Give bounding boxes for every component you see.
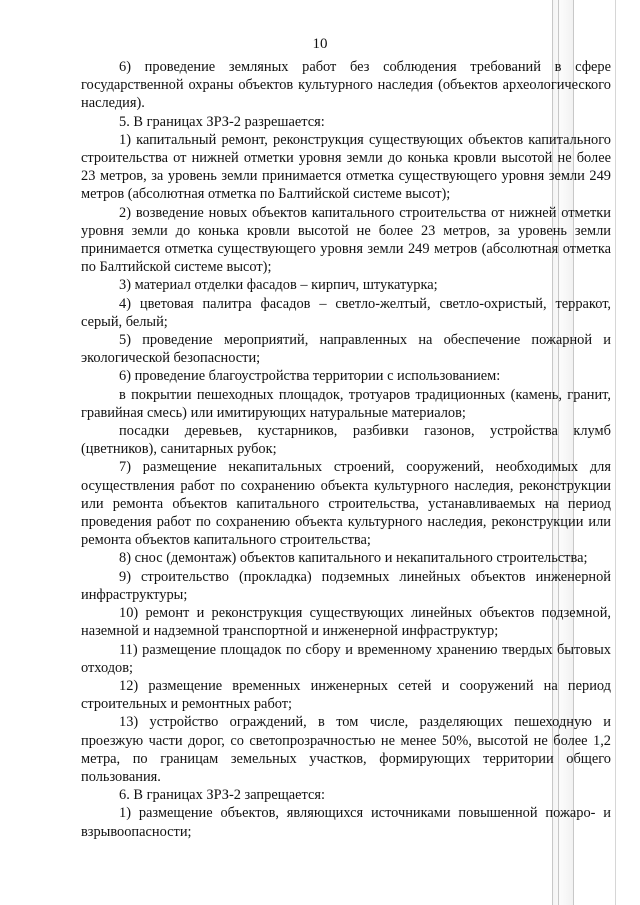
paragraph: 11) размещение площадок по сбору и временному хранению твердых бытовых отходов;	[81, 641, 611, 676]
paragraph: 3) материал отделки фасадов – кирпич, штукатурка;	[119, 277, 438, 294]
paragraph: 1) капитальный ремонт, реконструкция существующих объектов капитального строительства от нижней отметки уровня земли до конька кровли высотой не более 23 метров, за уровень земли принимается отметка существующего уровня земли 249 метров (абсолютная отметка по Балтийской системе высот);	[81, 131, 611, 203]
paragraph: 5) проведение мероприятий, направленных на обеспечение пожарной и экологической безопасности;	[81, 332, 611, 367]
paragraph: 2) возведение новых объектов капитального строительства от нижней отметки уровня земли до конька кровли высотой не более 23 метров, за уровень земли принимается отметка существующего уровня земли 249 метров (абсолютная отметка по Балтийской системе высот);	[81, 204, 611, 276]
paragraph: 13) устройство ограждений, в том числе, разделяющих пешеходную и проезжую части дорог, со светопрозрачностью не менее 50%, высотой не более 1,2 метра, по границам земельных участков, формирующих территории общего пользования.	[81, 714, 611, 785]
paragraph: 6. В границах ЗРЗ-2 запрещается:	[119, 787, 326, 804]
paragraph: в покрытии пешеходных площадок, тротуаров традиционных (камень, гранит, гравийная смесь) или имитирующих натуральные материалов;	[81, 386, 611, 421]
paragraph: 7) размещение некапитальных строений, сооружений, необходимых для осуществления работ по сохранению объекта культурного наследия, реконструкции или ремонта объектов капитального строительства, устанавливаемых на период проведения работ по сохранению объекта культурного наследия, реконструкции или ремонта объектов капитального строительства;	[81, 459, 611, 549]
paragraph: 6) проведение благоустройства территории с использованием:	[119, 368, 501, 385]
scan-line	[615, 0, 616, 905]
paragraph: 8) снос (демонтаж) объектов капитального и некапитального строительства;	[119, 550, 588, 567]
paragraph: 12) размещение временных инженерных сетей и сооружений на период строительных и ремонтных работ;	[81, 677, 611, 713]
paragraph: 10) ремонт и реконструкция существующих линейных объектов подземной, наземной и надземной транспортной и инженерной инфраструктур;	[81, 605, 611, 640]
paragraph: 6) проведение земляных работ без соблюдения требований в сфере государственной охраны объектов культурного наследия (объектов археологического наследия).	[81, 59, 611, 112]
document-body	[81, 58, 611, 841]
paragraph: посадки деревьев, кустарников, разбивки газонов, устройства клумб (цветников), санитарных рубок;	[81, 423, 611, 458]
paragraph: 1) размещение объектов, являющихся источниками повышенной пожаро- и взрывоопасности;	[81, 805, 611, 840]
paragraph: 4) цветовая палитра фасадов – светло-желтый, светло-охристый, терракот, серый, белый;	[81, 295, 611, 330]
page-number: 10	[312, 36, 328, 52]
paragraph: 5. В границах ЗРЗ-2 разрешается:	[119, 113, 325, 130]
paragraph: 9) строительство (прокладка) подземных линейных объектов инженерной инфраструктуры;	[81, 568, 611, 603]
